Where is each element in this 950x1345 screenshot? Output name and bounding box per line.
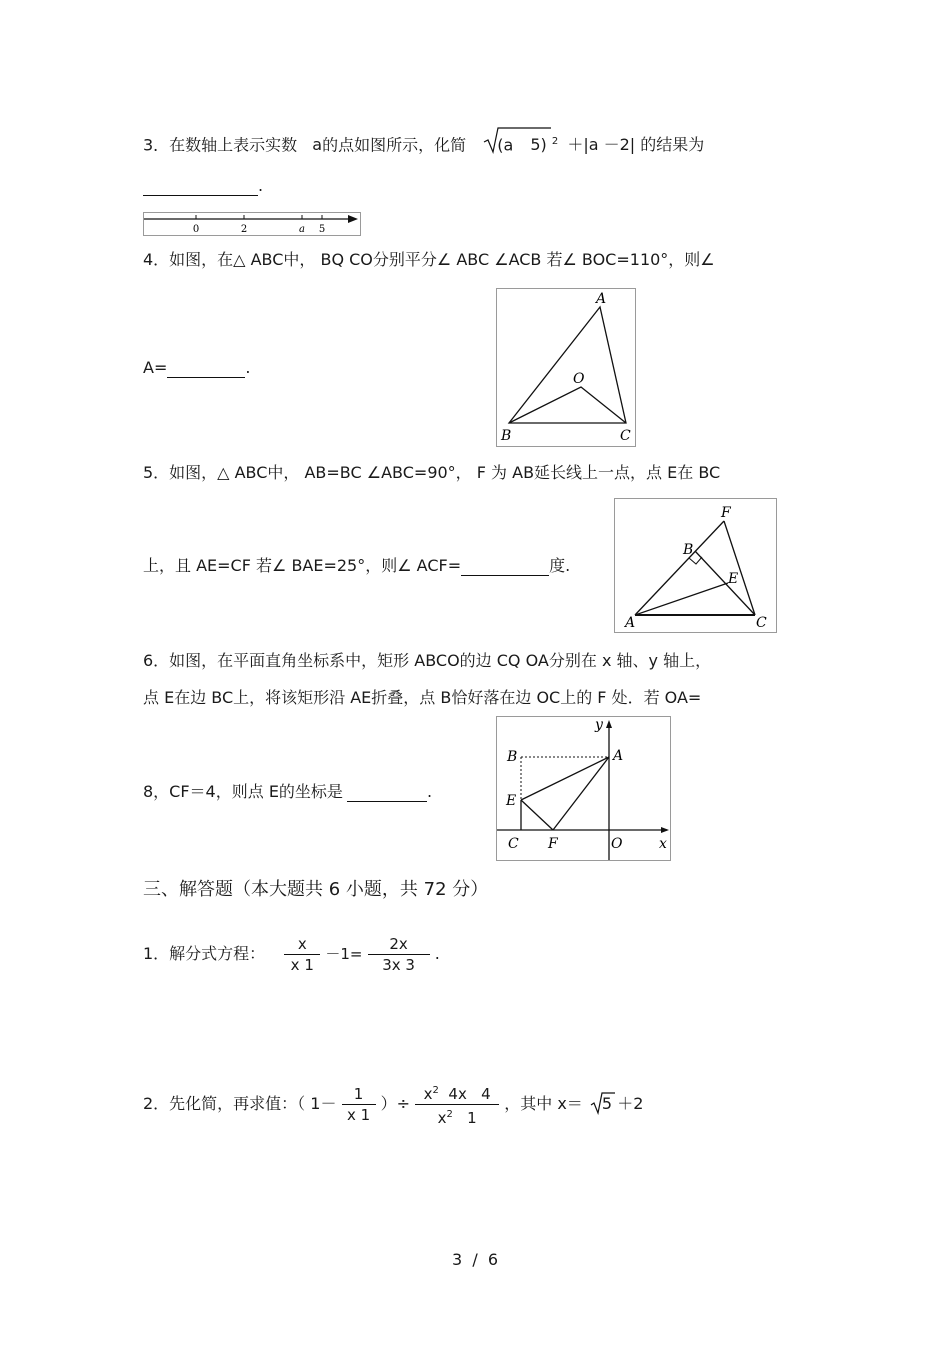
q6-line2: 点 E在边 BC上，将该矩形沿 AE折叠，点 B恰好落在边 OC上的 F 处．若 OA= [143, 688, 702, 707]
sqrt-sign-icon [590, 1091, 616, 1115]
q4-triangle-figure [496, 288, 636, 447]
q3-prefix: 3．在数轴上表示实数 [143, 135, 298, 155]
x-arrow-icon [661, 827, 669, 833]
tick-label-0: 0 [192, 224, 200, 235]
q3-mid: 的点如图所示，化简 [322, 135, 467, 155]
q3-radicand: (a [497, 135, 514, 155]
q6-label-c: C [508, 836, 519, 852]
q5-line2-prefix: 上，且 AE=CF 若∠ BAE=25°，则∠ ACF= [143, 556, 462, 575]
p1-f1-denominator: x 1 [290, 956, 314, 974]
q6-line3-prefix: 8，CF＝4，则点 E的坐标是 [143, 782, 343, 801]
q4-label-a: A [596, 291, 607, 307]
q3-answer-blank[interactable] [143, 177, 258, 196]
q4-line2 [143, 358, 250, 378]
p2-sqrt [590, 1082, 612, 1126]
p1-fraction-right [368, 934, 430, 975]
q6-label-b: B [507, 749, 518, 765]
p2-tail2: ＋2 [617, 1094, 644, 1113]
q6-answer-blank[interactable] [347, 783, 427, 802]
p1-f2-numerator: 2x [389, 935, 408, 953]
q4-line2-prefix: A= [143, 358, 168, 377]
q3-answer-line [143, 176, 263, 196]
p1-line [143, 932, 440, 976]
p2-f2-denominator: $x^2$ 1 [437, 1109, 477, 1127]
q4-label-b: B [501, 428, 512, 444]
p2-prefix: 2．先化简，再求值：（ 1－ [143, 1094, 337, 1113]
q6-line1: 6．如图，在平面直角坐标系中，矩形 ABCO的边 CQ OA分别在 x 轴、y 轴上， [143, 651, 712, 670]
q5-label-b: B [683, 542, 694, 558]
p2-tail1: ，其中 x＝ [504, 1094, 583, 1113]
p2-f1-denominator: x 1 [346, 1106, 371, 1124]
q6-period: . [426, 782, 433, 801]
p2-f1-numerator: 1 [353, 1085, 364, 1103]
q4-label-c: C [620, 428, 631, 444]
q6-coordinate-svg [497, 717, 670, 860]
section3-title: 三、解答题（本大题共 6 小题，共 72 分） [143, 879, 489, 900]
p2-sqrt-value: 5 [601, 1094, 613, 1113]
q5-triangle-svg [615, 499, 776, 632]
q5-label-f: F [721, 505, 731, 521]
q3-radicand-b: 5) [530, 135, 547, 155]
q3-sqrt-expression [483, 132, 558, 155]
q3-line [143, 132, 704, 155]
q5-label-e: E [728, 571, 739, 587]
q6-label-e: E [506, 793, 517, 809]
q4-triangle-svg [497, 289, 635, 446]
p1-mid: －1= [325, 945, 363, 963]
tick-label-a: a [299, 224, 305, 235]
tick-label-5: 5 [318, 224, 326, 235]
p2-fraction-right [415, 1081, 499, 1128]
q3-tail: ＋|a －2| 的结果为 [567, 135, 705, 155]
q3-var-a: a [312, 135, 323, 155]
p1-prefix: 1．解分式方程： [143, 944, 266, 963]
sqrt-sign-icon [483, 126, 553, 154]
q5-line2 [143, 556, 570, 576]
p2-f2-numerator: $x^2$ 4x 4 [423, 1085, 491, 1103]
p1-f2-denominator: 3x 3 [382, 956, 415, 974]
p2-line [143, 1081, 643, 1125]
q6-coordinate-figure [496, 716, 671, 861]
q3-period: . [258, 176, 264, 195]
q6-label-o: O [611, 836, 623, 852]
q3-number-line-figure [143, 212, 361, 236]
tick-label-2: 2 [240, 224, 248, 235]
q6-label-y: y [595, 717, 603, 733]
q4-line1: 4．如图，在△ ABC中， BQ CO分别平分∠ ABC ∠ACB 若∠ BOC=110°，则∠ [143, 250, 715, 269]
p1-fraction-left [284, 934, 320, 975]
q5-label-c: C [756, 615, 767, 631]
q5-line2-suffix: 度. [549, 556, 571, 575]
p1-f1-numerator: x [297, 935, 307, 953]
q5-line1: 5．如图，△ ABC中， AB=BC ∠ABC=90°， F 为 AB延长线上一点，点 E在 BC [143, 463, 721, 482]
q4-period: . [245, 358, 251, 377]
q4-answer-blank[interactable] [167, 359, 245, 378]
q5-triangle-figure [614, 498, 777, 633]
q6-line3 [143, 782, 432, 802]
p2-divide: ）÷ [380, 1094, 411, 1113]
arrow-icon [348, 215, 358, 223]
number-line-svg [144, 213, 360, 235]
q5-label-a: A [625, 615, 636, 631]
q3-exponent: 2 [551, 136, 559, 147]
q6-label-a: A [613, 748, 624, 764]
q5-answer-blank[interactable] [461, 557, 549, 576]
q4-label-o: O [573, 371, 585, 387]
p1-period: . [434, 944, 440, 963]
y-arrow-icon [606, 720, 612, 728]
q6-label-x: x [659, 836, 667, 852]
q6-label-f: F [548, 836, 558, 852]
p2-fraction-left [342, 1084, 376, 1125]
page-number: 3 / 6 [452, 1250, 499, 1269]
